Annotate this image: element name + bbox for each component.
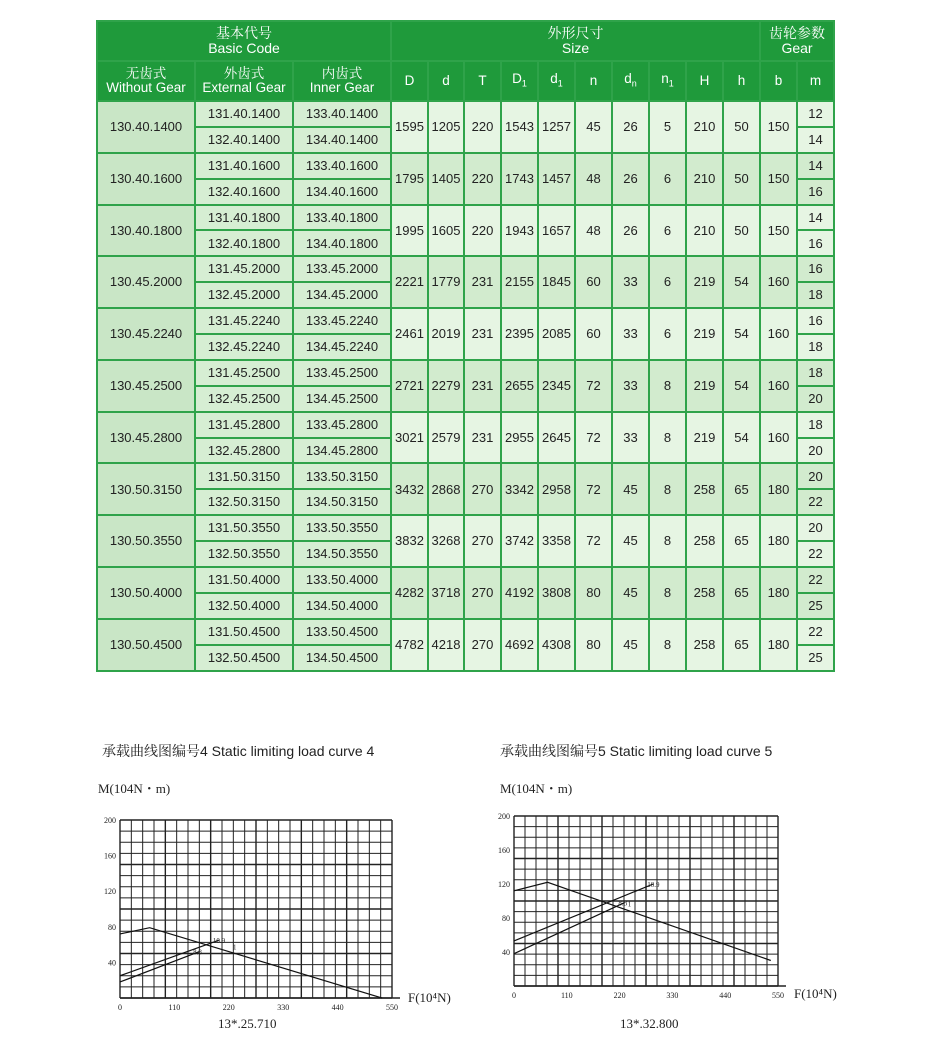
table-row — [97, 360, 834, 386]
size-value-cell: 6 — [649, 153, 686, 205]
module-cell: 20 — [797, 386, 834, 412]
size-value-cell: 54 — [723, 308, 760, 360]
size-value-cell: 1779 — [428, 256, 464, 308]
external-gear-cell: 131.45.2000 — [195, 256, 293, 282]
size-value-cell: 2721 — [391, 360, 428, 412]
size-value-cell: 8 — [649, 412, 686, 464]
inner-gear-cell: 134.45.2000 — [293, 282, 391, 308]
col-header-d: D — [391, 61, 428, 101]
size-value-cell: 210 — [686, 205, 723, 257]
size-value-cell: 3268 — [428, 515, 464, 567]
size-value-cell: 6 — [649, 205, 686, 257]
y-tick-label: 120 — [498, 880, 510, 889]
size-value-cell: 2958 — [538, 463, 575, 515]
x-tick-label: 110 — [168, 1003, 181, 1012]
size-value-cell: 54 — [723, 360, 760, 412]
size-value-cell: 2345 — [538, 360, 575, 412]
size-value-cell: 2655 — [501, 360, 538, 412]
y-tick-label: 40 — [108, 958, 116, 968]
size-value-cell: 4192 — [501, 567, 538, 619]
module-cell: 14 — [797, 153, 834, 179]
size-value-cell: 33 — [612, 256, 649, 308]
size-value-cell: 72 — [575, 412, 612, 464]
inner-gear-cell: 133.45.2240 — [293, 308, 391, 334]
module-cell: 22 — [797, 567, 834, 593]
x-tick-label: 330 — [277, 1003, 290, 1012]
size-value-cell: 270 — [464, 567, 501, 619]
size-value-cell: 8 — [649, 463, 686, 515]
size-value-cell: 270 — [464, 619, 501, 671]
size-value-cell: 2395 — [501, 308, 538, 360]
table-row — [97, 515, 834, 541]
table-row — [97, 256, 834, 282]
size-value-cell: 2155 — [501, 256, 538, 308]
col-header-d: d — [428, 61, 464, 101]
size-value-cell: 65 — [723, 463, 760, 515]
curve-label: 10.9 — [647, 881, 660, 889]
curve-label: 1 — [627, 900, 632, 909]
x-tick-label: 550 — [772, 991, 784, 1000]
curve-5-chart — [494, 800, 794, 1010]
size-value-cell: 1795 — [391, 153, 428, 205]
size-value-cell: 220 — [464, 153, 501, 205]
size-value-cell: 72 — [575, 360, 612, 412]
inner-gear-cell: 134.50.4500 — [293, 645, 391, 671]
x-tick-label: 220 — [222, 1003, 235, 1012]
basic-code-cell: 130.45.2000 — [97, 256, 195, 308]
curve-5-title: 承载曲线图编号5 Static limiting load curve 5 — [500, 743, 773, 759]
y-tick-label: 200 — [104, 816, 116, 825]
size-value-cell: 8 — [649, 515, 686, 567]
basic-code-cell: 130.50.3150 — [97, 463, 195, 515]
inner-gear-cell: 134.40.1600 — [293, 179, 391, 205]
size-value-cell: 8 — [649, 619, 686, 671]
size-value-cell: 220 — [464, 205, 501, 257]
inner-gear-cell: 133.50.3150 — [293, 463, 391, 489]
inner-gear-cell: 133.50.4500 — [293, 619, 391, 645]
size-value-cell: 1257 — [538, 101, 575, 153]
inner-gear-cell: 133.45.2800 — [293, 412, 391, 438]
col-header-d1: $D_1$ — [501, 61, 538, 101]
y-tick-label: 200 — [498, 812, 510, 821]
inner-gear-cell: 134.45.2800 — [293, 438, 391, 464]
external-gear-cell: 131.50.4500 — [195, 619, 293, 645]
inner-gear-cell: 133.45.2000 — [293, 256, 391, 282]
size-value-cell: 258 — [686, 515, 723, 567]
external-gear-cell: 131.45.2240 — [195, 308, 293, 334]
module-cell: 14 — [797, 127, 834, 153]
curve-series-1 — [120, 928, 382, 998]
size-value-cell: 210 — [686, 153, 723, 205]
size-value-cell: 2085 — [538, 308, 575, 360]
table-row — [97, 205, 834, 231]
size-value-cell: 231 — [464, 412, 501, 464]
module-cell: 25 — [797, 593, 834, 619]
size-value-cell: 258 — [686, 463, 723, 515]
y-tick-label: 80 — [502, 914, 510, 923]
x-tick-label: 550 — [386, 1003, 398, 1012]
size-value-cell: 50 — [723, 153, 760, 205]
inner-gear-cell: 133.40.1600 — [293, 153, 391, 179]
curve-label: 8.8 — [193, 948, 202, 957]
inner-gear-cell: 134.45.2500 — [293, 386, 391, 412]
size-value-cell: 1595 — [391, 101, 428, 153]
external-gear-cell: 131.40.1600 — [195, 153, 293, 179]
size-value-cell: 1845 — [538, 256, 575, 308]
size-value-cell: 8 — [649, 567, 686, 619]
size-header: 外形尺寸 Size — [391, 21, 760, 61]
x-tick-label: 330 — [666, 991, 679, 1000]
size-value-cell: 60 — [575, 256, 612, 308]
inner-gear-cell: 134.50.3550 — [293, 541, 391, 567]
curve-series-1 — [514, 882, 771, 960]
size-value-cell: 3808 — [538, 567, 575, 619]
table-row — [97, 101, 834, 127]
size-value-cell: 2221 — [391, 256, 428, 308]
size-value-cell: 1743 — [501, 153, 538, 205]
size-value-cell: 48 — [575, 205, 612, 257]
gear-header: 齿轮参数 Gear — [760, 21, 834, 61]
size-value-cell: 160 — [760, 412, 797, 464]
inner-gear-cell: 133.40.1400 — [293, 101, 391, 127]
external-gear-cell: 132.50.3550 — [195, 541, 293, 567]
size-value-cell: 3021 — [391, 412, 428, 464]
size-value-cell: 65 — [723, 567, 760, 619]
size-value-cell: 4692 — [501, 619, 538, 671]
size-value-cell: 2019 — [428, 308, 464, 360]
inner-gear-cell: 133.50.4000 — [293, 567, 391, 593]
size-value-cell: 45 — [612, 515, 649, 567]
size-value-cell: 2279 — [428, 360, 464, 412]
inner-gear-cell: 134.50.4000 — [293, 593, 391, 619]
size-value-cell: 3742 — [501, 515, 538, 567]
inner-gear-cell: 134.50.3150 — [293, 489, 391, 515]
size-value-cell: 72 — [575, 463, 612, 515]
external-gear-cell: 132.50.3150 — [195, 489, 293, 515]
basic-code-cell: 130.50.4000 — [97, 567, 195, 619]
curve-5-xlabel: F(10⁴N) — [794, 986, 837, 1001]
size-value-cell: 3358 — [538, 515, 575, 567]
col-header-dn: $d_n$ — [612, 61, 649, 101]
curve-label: 10.9 — [212, 937, 226, 946]
size-value-cell: 2868 — [428, 463, 464, 515]
size-value-cell: 2461 — [391, 308, 428, 360]
basic-code-cell: 130.40.1800 — [97, 205, 195, 257]
external-gear-cell: 131.40.1800 — [195, 205, 293, 231]
module-cell: 22 — [797, 541, 834, 567]
size-value-cell: 180 — [760, 515, 797, 567]
size-value-cell: 180 — [760, 619, 797, 671]
size-value-cell: 80 — [575, 619, 612, 671]
basic-code-cell: 130.45.2800 — [97, 412, 195, 464]
size-value-cell: 1405 — [428, 153, 464, 205]
inner-gear-cell: 133.40.1800 — [293, 205, 391, 231]
basic-code-cell: 130.40.1400 — [97, 101, 195, 153]
size-value-cell: 160 — [760, 308, 797, 360]
size-value-cell: 1543 — [501, 101, 538, 153]
basic-code-cell: 130.40.1600 — [97, 153, 195, 205]
size-value-cell: 258 — [686, 619, 723, 671]
basic-code-cell: 130.45.2240 — [97, 308, 195, 360]
size-value-cell: 45 — [575, 101, 612, 153]
size-value-cell: 219 — [686, 256, 723, 308]
external-gear-cell: 132.45.2240 — [195, 334, 293, 360]
size-value-cell: 231 — [464, 256, 501, 308]
external-gear-cell: 131.50.3550 — [195, 515, 293, 541]
curve-5-ylabel: M(104N・m) — [500, 781, 573, 796]
x-tick-label: 440 — [331, 1003, 344, 1012]
module-cell: 16 — [797, 230, 834, 256]
col-header-m: m — [797, 61, 834, 101]
inner-gear-cell: 134.40.1800 — [293, 230, 391, 256]
inner-gear-cell: 134.40.1400 — [293, 127, 391, 153]
size-value-cell: 150 — [760, 101, 797, 153]
table-row — [97, 619, 834, 645]
external-gear-cell: 132.50.4500 — [195, 645, 293, 671]
specification-table — [96, 20, 835, 672]
size-value-cell: 150 — [760, 205, 797, 257]
size-value-cell: 180 — [760, 567, 797, 619]
table-row — [97, 412, 834, 438]
table-row — [97, 308, 834, 334]
size-value-cell: 80 — [575, 567, 612, 619]
external-gear-cell: 131.50.4000 — [195, 567, 293, 593]
module-cell: 18 — [797, 360, 834, 386]
without-gear-header: 无齿式 Without Gear — [97, 61, 195, 101]
curve-label: 8.8 — [618, 899, 628, 908]
size-value-cell: 6 — [649, 308, 686, 360]
size-value-cell: 48 — [575, 153, 612, 205]
module-cell: 25 — [797, 645, 834, 671]
external-gear-cell: 131.50.3150 — [195, 463, 293, 489]
table-row — [97, 567, 834, 593]
x-tick-label: 220 — [613, 991, 626, 1000]
size-value-cell: 65 — [723, 515, 760, 567]
size-value-cell: 3342 — [501, 463, 538, 515]
size-value-cell: 160 — [760, 256, 797, 308]
size-value-cell: 220 — [464, 101, 501, 153]
size-value-cell: 45 — [612, 463, 649, 515]
table-row — [97, 463, 834, 489]
size-value-cell: 219 — [686, 412, 723, 464]
external-gear-cell: 132.40.1400 — [195, 127, 293, 153]
y-tick-label: 160 — [104, 851, 116, 861]
curve-label: 1 — [233, 943, 237, 952]
col-header-n: n — [575, 61, 612, 101]
x-tick-label: 0 — [512, 991, 516, 1000]
module-cell: 20 — [797, 515, 834, 541]
size-value-cell: 54 — [723, 256, 760, 308]
module-cell: 18 — [797, 334, 834, 360]
table-row — [97, 153, 834, 179]
size-value-cell: 3832 — [391, 515, 428, 567]
size-value-cell: 180 — [760, 463, 797, 515]
size-value-cell: 26 — [612, 101, 649, 153]
module-cell: 22 — [797, 619, 834, 645]
basic-code-cell: 130.45.2500 — [97, 360, 195, 412]
size-value-cell: 33 — [612, 412, 649, 464]
basic-code-cell: 130.50.4500 — [97, 619, 195, 671]
external-gear-cell: 132.45.2500 — [195, 386, 293, 412]
size-value-cell: 50 — [723, 205, 760, 257]
module-cell: 20 — [797, 463, 834, 489]
module-cell: 16 — [797, 308, 834, 334]
col-header-b: b — [760, 61, 797, 101]
module-cell: 18 — [797, 282, 834, 308]
size-value-cell: 2955 — [501, 412, 538, 464]
col-header-d1: $d_1$ — [538, 61, 575, 101]
y-tick-label: 80 — [108, 922, 116, 932]
size-value-cell: 65 — [723, 619, 760, 671]
curve-4-caption: 13*.25.710 — [218, 1016, 277, 1031]
size-value-cell: 219 — [686, 360, 723, 412]
size-value-cell: 26 — [612, 205, 649, 257]
external-gear-cell: 132.50.4000 — [195, 593, 293, 619]
col-header-h: h — [723, 61, 760, 101]
size-value-cell: 1605 — [428, 205, 464, 257]
x-tick-label: 0 — [118, 1003, 122, 1012]
basic-code-header: 基本代号 Basic Code — [97, 21, 391, 61]
size-value-cell: 4282 — [391, 567, 428, 619]
x-tick-label: 440 — [719, 991, 732, 1000]
size-value-cell: 6 — [649, 256, 686, 308]
external-gear-header: 外齿式 External Gear — [195, 61, 293, 101]
size-value-cell: 4218 — [428, 619, 464, 671]
size-value-cell: 4782 — [391, 619, 428, 671]
size-value-cell: 1205 — [428, 101, 464, 153]
curve-5-caption: 13*.32.800 — [620, 1016, 679, 1031]
size-value-cell: 1457 — [538, 153, 575, 205]
external-gear-cell: 131.45.2800 — [195, 412, 293, 438]
module-cell: 20 — [797, 438, 834, 464]
size-value-cell: 8 — [649, 360, 686, 412]
size-value-cell: 45 — [612, 619, 649, 671]
size-value-cell: 258 — [686, 567, 723, 619]
size-value-cell: 231 — [464, 360, 501, 412]
external-gear-cell: 132.45.2000 — [195, 282, 293, 308]
size-value-cell: 3432 — [391, 463, 428, 515]
size-value-cell: 160 — [760, 360, 797, 412]
size-value-cell: 231 — [464, 308, 501, 360]
size-value-cell: 270 — [464, 515, 501, 567]
size-value-cell: 33 — [612, 360, 649, 412]
size-value-cell: 33 — [612, 308, 649, 360]
size-value-cell: 4308 — [538, 619, 575, 671]
size-value-cell: 60 — [575, 308, 612, 360]
col-header-n1: $n_1$ — [649, 61, 686, 101]
y-tick-label: 160 — [498, 846, 510, 855]
size-value-cell: 2645 — [538, 412, 575, 464]
size-value-cell: 219 — [686, 308, 723, 360]
curve-4-xlabel: F(10⁴N) — [408, 990, 451, 1005]
inner-gear-header: 内齿式 Inner Gear — [293, 61, 391, 101]
size-value-cell: 26 — [612, 153, 649, 205]
size-value-cell: 3718 — [428, 567, 464, 619]
y-tick-label: 120 — [104, 887, 116, 897]
external-gear-cell: 131.45.2500 — [195, 360, 293, 386]
x-tick-label: 110 — [560, 991, 573, 1000]
size-value-cell: 270 — [464, 463, 501, 515]
inner-gear-cell: 133.45.2500 — [293, 360, 391, 386]
size-value-cell: 210 — [686, 101, 723, 153]
size-value-cell: 5 — [649, 101, 686, 153]
size-value-cell: 1943 — [501, 205, 538, 257]
module-cell: 16 — [797, 256, 834, 282]
module-cell: 14 — [797, 205, 834, 231]
external-gear-cell: 131.40.1400 — [195, 101, 293, 127]
curve-4-ylabel: M(104N・m) — [98, 781, 171, 796]
module-cell: 18 — [797, 412, 834, 438]
size-value-cell: 1657 — [538, 205, 575, 257]
basic-code-cell: 130.50.3550 — [97, 515, 195, 567]
size-value-cell: 2579 — [428, 412, 464, 464]
size-value-cell: 45 — [612, 567, 649, 619]
col-header-h: H — [686, 61, 723, 101]
size-value-cell: 72 — [575, 515, 612, 567]
inner-gear-cell: 133.50.3550 — [293, 515, 391, 541]
size-value-cell: 50 — [723, 101, 760, 153]
inner-gear-cell: 134.45.2240 — [293, 334, 391, 360]
size-value-cell: 150 — [760, 153, 797, 205]
curve-series-8-8 — [120, 952, 199, 982]
size-value-cell: 54 — [723, 412, 760, 464]
curve-4-title: 承载曲线图编号4 Static limiting load curve 4 — [102, 743, 375, 759]
module-cell: 22 — [797, 489, 834, 515]
module-cell: 12 — [797, 101, 834, 127]
external-gear-cell: 132.40.1800 — [195, 230, 293, 256]
curve-series-10-9 — [120, 940, 219, 976]
external-gear-cell: 132.45.2800 — [195, 438, 293, 464]
size-value-cell: 1995 — [391, 205, 428, 257]
col-header-t: T — [464, 61, 501, 101]
external-gear-cell: 132.40.1600 — [195, 179, 293, 205]
module-cell: 16 — [797, 179, 834, 205]
y-tick-label: 40 — [502, 948, 510, 957]
